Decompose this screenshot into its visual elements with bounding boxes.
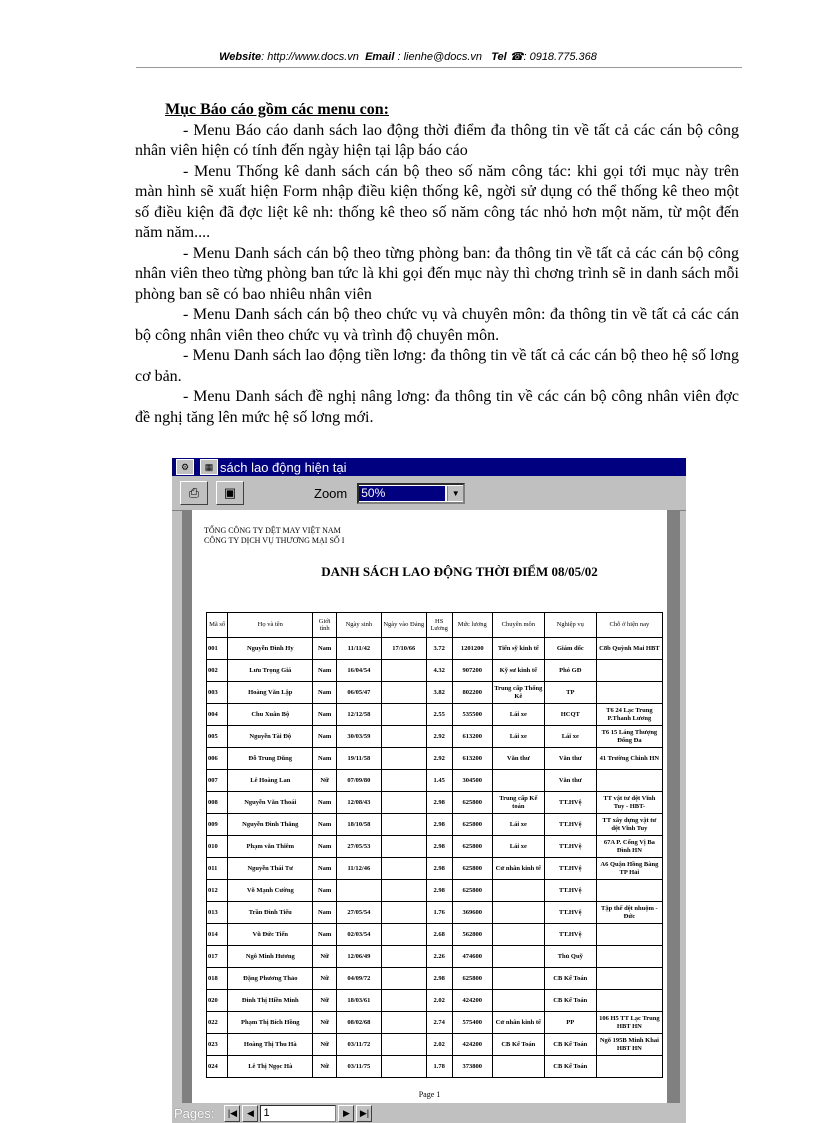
table-cell: 373800	[452, 1056, 492, 1078]
table-cell: 2.98	[426, 880, 452, 902]
table-cell: Nguyễn Thái Tư	[228, 858, 313, 880]
print-button[interactable]	[180, 481, 208, 505]
table-cell: 017	[207, 946, 228, 968]
table-cell	[381, 836, 426, 858]
paragraph: - Menu Báo cáo danh sách lao động thời điểm đa thông tin về tất cả các cán bộ công nhân viên hiện có tính đến ngày hiện tại lập báo cáo	[135, 121, 739, 159]
table-row	[207, 748, 663, 770]
table-cell: 613200	[452, 726, 492, 748]
table-cell	[596, 682, 662, 704]
table-cell: 3.82	[426, 682, 452, 704]
phone-icon: ☎	[509, 51, 524, 63]
table-cell: Nam	[313, 660, 337, 682]
table-cell	[492, 924, 544, 946]
table-cell: Nam	[313, 924, 337, 946]
table-row	[207, 924, 663, 946]
table-cell	[381, 1056, 426, 1078]
table-cell: 625800	[452, 880, 492, 902]
column-header: Ngày sinh	[336, 613, 381, 638]
table-cell: Nữ	[313, 1012, 337, 1034]
table-cell: Nguyễn Văn Thoái	[228, 792, 313, 814]
table-row	[207, 990, 663, 1012]
table-row	[207, 792, 663, 814]
table-cell: 424200	[452, 990, 492, 1012]
table-cell: 02/03/54	[336, 924, 381, 946]
table-cell: Nam	[313, 682, 337, 704]
last-page-icon[interactable]: ▶|	[356, 1105, 372, 1122]
column-header: Mã số	[207, 613, 228, 638]
table-cell: TT vật tư dệt Vĩnh Tuy - HBT-	[596, 792, 662, 814]
table-cell: Trung cấp Kế toán	[492, 792, 544, 814]
table-cell: 2.92	[426, 748, 452, 770]
table-cell: 013	[207, 902, 228, 924]
table-cell: Nữ	[313, 946, 337, 968]
report-preview-window	[172, 458, 686, 1123]
table-cell	[492, 902, 544, 924]
table-cell: Nguyễn Đình Hy	[228, 638, 313, 660]
table-cell	[492, 1056, 544, 1078]
table-cell: TT.HVệ	[544, 880, 596, 902]
table-cell: 106 H5 TT Lạc Trung HBT HN	[596, 1012, 662, 1034]
table-cell: 1.45	[426, 770, 452, 792]
table-cell	[381, 946, 426, 968]
table-cell: Hoàng Thị Thu Hà	[228, 1034, 313, 1056]
table-cell: Lái xe	[492, 704, 544, 726]
table-cell: Kỹ sư kinh tế	[492, 660, 544, 682]
window-titlebar[interactable]	[172, 458, 686, 476]
table-cell: PP	[544, 1012, 596, 1034]
table-cell: Nam	[313, 902, 337, 924]
table-cell	[381, 880, 426, 902]
employee-table	[206, 612, 663, 1078]
table-cell: 27/05/54	[336, 902, 381, 924]
paragraph: - Menu Danh sách lao động tiền lơng: đa thông tin về tất cả các cán bộ theo hệ số lơng cơ bản.	[135, 347, 739, 385]
first-page-icon[interactable]: |◀	[224, 1105, 240, 1122]
table-cell: 16/04/54	[336, 660, 381, 682]
zoom-label: Zoom	[314, 485, 348, 501]
table-row	[207, 1056, 663, 1078]
table-cell	[381, 1012, 426, 1034]
table-cell: Thủ Quỹ	[544, 946, 596, 968]
table-cell: Đỗ Trung Dũng	[228, 748, 313, 770]
table-cell: 012	[207, 880, 228, 902]
table-cell: 009	[207, 814, 228, 836]
table-row	[207, 968, 663, 990]
table-cell: 4.32	[426, 660, 452, 682]
website-url[interactable]: : http://www.docs.vn	[261, 51, 359, 63]
table-cell: 014	[207, 924, 228, 946]
table-cell: 613200	[452, 748, 492, 770]
table-cell	[381, 726, 426, 748]
column-header: Giới tính	[313, 613, 337, 638]
company-line-1: TỔNG CÔNG TY DỆT MAY VIỆT NAM	[204, 526, 341, 535]
next-page-icon[interactable]: ▶	[338, 1105, 354, 1122]
table-cell: TT.HVệ	[544, 836, 596, 858]
table-cell: 11/11/42	[336, 638, 381, 660]
table-cell	[596, 660, 662, 682]
table-cell	[381, 792, 426, 814]
table-cell	[336, 880, 381, 902]
table-cell: TP	[544, 682, 596, 704]
table-cell: Chu Xuân Bộ	[228, 704, 313, 726]
table-cell: 004	[207, 704, 228, 726]
table-cell: 19/11/58	[336, 748, 381, 770]
preview-toolbar	[172, 476, 686, 511]
table-cell: Vũ Đức Tiến	[228, 924, 313, 946]
table-cell: 2.98	[426, 836, 452, 858]
report-viewport[interactable]	[182, 510, 680, 1103]
column-header: Chuyên môn	[492, 613, 544, 638]
table-cell: 018	[207, 968, 228, 990]
table-cell: C8b Quỳnh Mai HBT	[596, 638, 662, 660]
pages-label: Pages:	[174, 1105, 215, 1121]
table-cell: 67A P. Cống Vị Ba Đình HN	[596, 836, 662, 858]
table-cell	[596, 924, 662, 946]
table-cell: Lê Hoàng Lan	[228, 770, 313, 792]
table-row	[207, 1012, 663, 1034]
table-cell: TT.HVệ	[544, 924, 596, 946]
table-cell	[381, 902, 426, 924]
table-cell: 2.74	[426, 1012, 452, 1034]
table-row	[207, 770, 663, 792]
table-row	[207, 1034, 663, 1056]
page-input[interactable]: 1	[260, 1105, 336, 1122]
table-cell	[381, 1034, 426, 1056]
table-cell: Giám đốc	[544, 638, 596, 660]
table-cell: 006	[207, 748, 228, 770]
table-cell: Văn thư	[492, 748, 544, 770]
table-cell: Nữ	[313, 1056, 337, 1078]
table-cell: 41 Trường Chinh HN	[596, 748, 662, 770]
tel-label: Tel	[491, 51, 507, 63]
table-row	[207, 682, 663, 704]
table-cell: 17/10/66	[381, 638, 426, 660]
table-cell: Tiến sỹ kinh tế	[492, 638, 544, 660]
zoom-select[interactable]	[357, 483, 465, 504]
table-cell: 2.68	[426, 924, 452, 946]
email-label: Email	[365, 51, 395, 63]
table-cell: Nguyễn Đình Thắng	[228, 814, 313, 836]
table-cell: Tập thể dệt nhuộm - Đức	[596, 902, 662, 924]
table-cell	[492, 770, 544, 792]
table-cell: 625800	[452, 792, 492, 814]
table-cell: 010	[207, 836, 228, 858]
page-footer	[192, 1090, 667, 1099]
table-cell: 12/08/43	[336, 792, 381, 814]
table-cell	[381, 682, 426, 704]
table-cell: 011	[207, 858, 228, 880]
table-row	[207, 638, 663, 660]
table-cell	[381, 660, 426, 682]
table-cell: 002	[207, 660, 228, 682]
table-cell: Văn thư	[544, 748, 596, 770]
table-cell: Nam	[313, 858, 337, 880]
table-cell: CB Kế Toán	[544, 968, 596, 990]
table-cell: 2.26	[426, 946, 452, 968]
table-cell: Đặng Phương Thảo	[228, 968, 313, 990]
table-cell: TT.HVệ	[544, 902, 596, 924]
table-cell: Nam	[313, 880, 337, 902]
table-cell: 024	[207, 1056, 228, 1078]
table-cell	[381, 704, 426, 726]
table-cell: 1.78	[426, 1056, 452, 1078]
table-cell: CB Kế Toán	[544, 990, 596, 1012]
table-cell	[596, 880, 662, 902]
table-cell: 3.72	[426, 638, 452, 660]
table-cell: Nam	[313, 814, 337, 836]
table-cell: 474600	[452, 946, 492, 968]
table-cell: Ngô Minh Hương	[228, 946, 313, 968]
prev-page-icon[interactable]: ◀	[242, 1105, 258, 1122]
table-cell: Lê Thị Ngọc Hà	[228, 1056, 313, 1078]
table-cell	[381, 924, 426, 946]
export-icon: ▣	[223, 485, 237, 500]
table-cell: 007	[207, 770, 228, 792]
table-cell: Phó GĐ	[544, 660, 596, 682]
table-cell: Nam	[313, 704, 337, 726]
header-divider	[136, 67, 742, 68]
table-cell	[492, 946, 544, 968]
table-cell: Văn thư	[544, 770, 596, 792]
table-cell: 04/09/72	[336, 968, 381, 990]
table-cell: Nam	[313, 638, 337, 660]
table-cell: Nam	[313, 726, 337, 748]
table-cell: Lái xe	[544, 726, 596, 748]
report-icon: ▦	[200, 459, 218, 475]
app-icon: ⚙	[176, 459, 194, 475]
table-cell: Phạm văn Thiêm	[228, 836, 313, 858]
zoom-value: 50%	[359, 486, 445, 501]
table-cell: TT.HVệ	[544, 792, 596, 814]
table-cell	[381, 968, 426, 990]
table-cell: Nam	[313, 836, 337, 858]
table-cell: Cử nhân kinh tế	[492, 1012, 544, 1034]
tel-number: : 0918.775.368	[523, 51, 597, 63]
table-cell: Hoàng Văn Lập	[228, 682, 313, 704]
table-cell: 12/12/58	[336, 704, 381, 726]
document-body	[135, 100, 739, 428]
column-header: Ngày vào Đảng	[381, 613, 426, 638]
table-cell	[596, 770, 662, 792]
table-cell: 07/09/80	[336, 770, 381, 792]
table-cell: Nữ	[313, 990, 337, 1012]
paragraph: - Menu Thống kê danh sách cán bộ theo số năm công tác: khi gọi tới mục này trên màn hình sẽ xuất hiện Form nhập điều kiện thống kê, ngời sử dụng có thể thống kê theo một số điều kiện đã đợc liệt kê nh: thống kê theo số năm công tác nhỏ hơn một năm, từ một đến năm năm....	[135, 162, 739, 241]
table-header-row	[207, 613, 663, 638]
table-cell: 06/05/47	[336, 682, 381, 704]
email-address[interactable]: : lienhe@docs.vn	[397, 51, 483, 63]
table-cell: Ngõ 195B Minh Khai HBT HN	[596, 1034, 662, 1056]
table-cell: 625800	[452, 836, 492, 858]
table-cell: 575400	[452, 1012, 492, 1034]
table-row	[207, 660, 663, 682]
table-cell: 625800	[452, 814, 492, 836]
column-header: HS Lương	[426, 613, 452, 638]
page-number: 1	[436, 1090, 441, 1099]
company-line-2: CÔNG TY DỊCH VỤ THƯƠNG MẠI SỐ I	[204, 536, 345, 545]
table-cell: Nữ	[313, 770, 337, 792]
table-cell: 369600	[452, 902, 492, 924]
table-cell: 562800	[452, 924, 492, 946]
table-cell: 008	[207, 792, 228, 814]
table-row	[207, 814, 663, 836]
table-cell: 2.98	[426, 858, 452, 880]
column-header: Mức lương	[452, 613, 492, 638]
table-cell: HCQT	[544, 704, 596, 726]
table-row	[207, 946, 663, 968]
table-cell: Lái xe	[492, 836, 544, 858]
table-cell	[381, 770, 426, 792]
table-cell: 27/05/53	[336, 836, 381, 858]
chevron-down-icon[interactable]: ▼	[447, 486, 463, 501]
table-cell: 535500	[452, 704, 492, 726]
table-row	[207, 704, 663, 726]
paragraph: - Menu Danh sách cán bộ theo chức vụ và chuyên môn: đa thông tin về tất cả các cán bộ công nhân viên theo chức vụ và trình độ chuyên môn.	[135, 306, 739, 344]
paragraph: - Menu Danh sách đề nghị nâng lơng: đa thông tin về các cán bộ công nhân viên đợc đề nghị tăng lên mức hệ số lơng mới.	[135, 388, 739, 426]
table-cell	[596, 946, 662, 968]
table-cell: Nữ	[313, 1034, 337, 1056]
table-cell: 1201200	[452, 638, 492, 660]
table-cell: 003	[207, 682, 228, 704]
table-cell	[381, 858, 426, 880]
table-cell: T6 15 Láng Thượng Đống Đa	[596, 726, 662, 748]
table-row	[207, 858, 663, 880]
column-header: Chỗ ở hiện nay	[596, 613, 662, 638]
table-row	[207, 902, 663, 924]
table-cell: 424200	[452, 1034, 492, 1056]
table-cell: CB Kế Toán	[544, 1056, 596, 1078]
table-cell: 2.02	[426, 990, 452, 1012]
paragraph: - Menu Danh sách cán bộ theo từng phòng ban: đa thông tin về tất cả các cán bộ công nhân viên theo từng phòng ban tức là khi gọi đến mục này thì chơng trình sẽ in danh sách mỗi phòng ban sẽ có bao nhiêu nhân viên	[135, 244, 739, 303]
table-cell: 03/11/72	[336, 1034, 381, 1056]
table-cell: 2.98	[426, 792, 452, 814]
table-cell	[381, 814, 426, 836]
table-cell: 802200	[452, 682, 492, 704]
table-cell: 2.55	[426, 704, 452, 726]
table-cell: 12/06/49	[336, 946, 381, 968]
table-row	[207, 880, 663, 902]
table-cell: 18/03/61	[336, 990, 381, 1012]
table-cell: Nữ	[313, 968, 337, 990]
table-cell: A6 Quận Hồng Bàng TP Hải	[596, 858, 662, 880]
table-cell: 020	[207, 990, 228, 1012]
table-cell: 005	[207, 726, 228, 748]
column-header: Nghiệp vụ	[544, 613, 596, 638]
page-navigation-bar	[172, 1103, 686, 1123]
table-cell: CB Kế Toán	[492, 1034, 544, 1056]
table-cell: TT.HVệ	[544, 814, 596, 836]
table-cell: Nam	[313, 748, 337, 770]
table-cell	[596, 968, 662, 990]
table-cell: Phạm Thị Bích Hồng	[228, 1012, 313, 1034]
page-label: Page	[418, 1090, 435, 1099]
table-cell: 023	[207, 1034, 228, 1056]
table-cell: Lái xe	[492, 726, 544, 748]
export-button[interactable]	[216, 481, 244, 505]
section-heading: Mục Báo cáo gồm các menu con:	[165, 101, 389, 118]
table-cell: Lưu Trọng Giá	[228, 660, 313, 682]
table-cell: 001	[207, 638, 228, 660]
website-label: Website	[219, 51, 262, 63]
table-cell: Trần Đình Tiếu	[228, 902, 313, 924]
table-cell: 022	[207, 1012, 228, 1034]
company-names	[204, 526, 344, 546]
table-cell: 2.92	[426, 726, 452, 748]
table-row	[207, 726, 663, 748]
table-cell: 2.98	[426, 968, 452, 990]
table-cell: CB Kế Toán	[544, 1034, 596, 1056]
table-cell	[596, 1056, 662, 1078]
table-cell	[381, 748, 426, 770]
table-cell: Võ Mạnh Cường	[228, 880, 313, 902]
table-cell: Đinh Thị Hiền Minh	[228, 990, 313, 1012]
report-title: DANH SÁCH LAO ĐỘNG THỜI ĐIỂM 08/05/02	[321, 564, 598, 579]
page-header	[30, 50, 786, 63]
table-cell	[381, 990, 426, 1012]
table-cell: 304500	[452, 770, 492, 792]
table-cell: Nam	[313, 792, 337, 814]
table-cell: 03/11/75	[336, 1056, 381, 1078]
table-cell: TT xây dựng vật tư dệt Vĩnh Tuy	[596, 814, 662, 836]
table-cell: Trung cấp Thống Kê	[492, 682, 544, 704]
table-cell: Lái xe	[492, 814, 544, 836]
table-cell: 2.02	[426, 1034, 452, 1056]
table-cell: 08/02/68	[336, 1012, 381, 1034]
table-cell: TT.HVệ	[544, 858, 596, 880]
table-cell: T6 24 Lạc Trung P.Thanh Lương	[596, 704, 662, 726]
window-title: sách lao động hiện tại	[220, 459, 347, 475]
table-cell: 625800	[452, 858, 492, 880]
table-row	[207, 836, 663, 858]
column-header: Họ và tên	[228, 613, 313, 638]
table-cell: 2.98	[426, 814, 452, 836]
table-cell: 907200	[452, 660, 492, 682]
table-cell: Cử nhân kinh tế	[492, 858, 544, 880]
report-page	[192, 510, 667, 1103]
table-cell: 625800	[452, 968, 492, 990]
table-cell	[492, 990, 544, 1012]
table-cell: 1.76	[426, 902, 452, 924]
table-cell: 11/12/46	[336, 858, 381, 880]
table-cell: Nguyễn Tài Độ	[228, 726, 313, 748]
table-cell	[596, 990, 662, 1012]
printer-icon: ⎙	[188, 485, 200, 500]
table-cell: 30/03/59	[336, 726, 381, 748]
table-cell	[492, 880, 544, 902]
table-cell	[492, 968, 544, 990]
table-cell: 18/10/58	[336, 814, 381, 836]
